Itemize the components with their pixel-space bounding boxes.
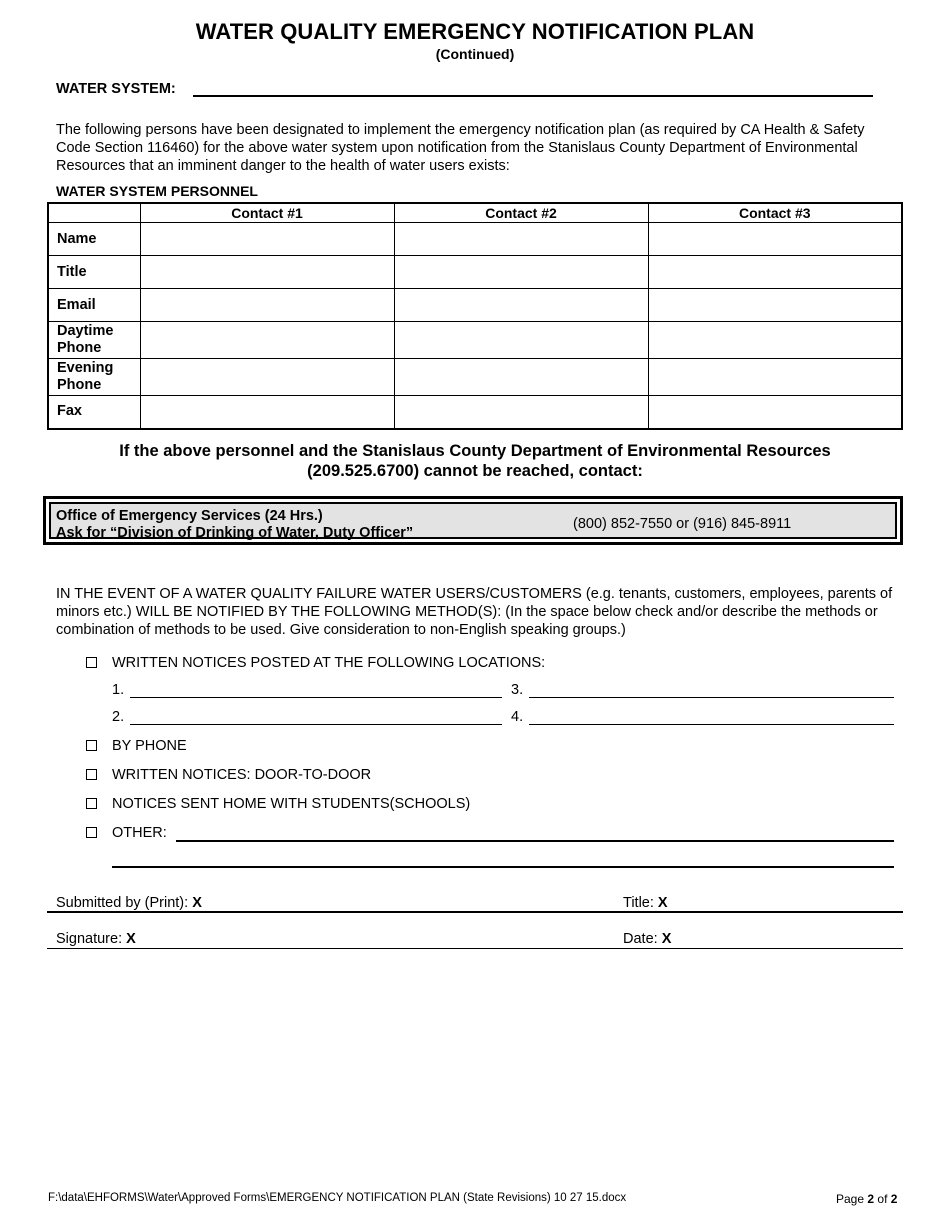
name-cell-contact-1[interactable]: [140, 223, 394, 256]
written-posted-checkbox[interactable]: [86, 657, 97, 668]
evening-phone-cell-contact-1[interactable]: [140, 359, 394, 396]
footer-page-number: Page 2 of 2: [836, 1192, 898, 1206]
row-header: Evening Phone: [48, 359, 140, 396]
submitted-by-mark: X: [192, 895, 202, 911]
location-number: 4.: [511, 709, 524, 725]
table-row: [48, 322, 902, 359]
other-label: OTHER:: [112, 825, 167, 841]
column-header: Contact #3: [648, 203, 902, 223]
location-4-field[interactable]: [529, 724, 894, 725]
row-header: Email: [48, 289, 140, 322]
oes-contact-box: [43, 496, 903, 545]
name-cell-contact-2[interactable]: [394, 223, 648, 256]
signature-line[interactable]: [47, 948, 903, 949]
door-to-door-checkbox[interactable]: [86, 769, 97, 780]
date-mark: X: [661, 931, 672, 947]
personnel-table: [47, 202, 903, 430]
table-row: [48, 396, 902, 429]
evening-phone-cell-contact-3[interactable]: [648, 359, 902, 396]
column-header: Contact #2: [394, 203, 648, 223]
submitted-by-label: Submitted by (Print): X: [56, 895, 202, 911]
other-field-line-1[interactable]: [176, 840, 894, 842]
notification-method-instructions: IN THE EVENT OF A WATER QUALITY FAILURE WATER USERS/CUSTOMERS (e.g. tenants, customers, employees, parents of minors etc.) WILL BE NOTIFIED BY THE FOLLOWING METHOD(S): (In the space below check and/or describe the methods or combination of methods to be used. Give consideration to non-English speaking groups.): [56, 586, 893, 638]
title-cell-contact-2[interactable]: [394, 256, 648, 289]
location-number: 2.: [112, 709, 125, 725]
by-phone-label: BY PHONE: [112, 738, 187, 754]
email-cell-contact-3[interactable]: [648, 289, 902, 322]
oes-phone: (800) 852-7550 or (916) 845-8911: [573, 516, 792, 532]
fax-cell-contact-2[interactable]: [394, 396, 648, 429]
location-1-field[interactable]: [130, 697, 502, 698]
daytime-phone-cell-contact-1[interactable]: [140, 322, 394, 359]
by-phone-checkbox[interactable]: [86, 740, 97, 751]
other-checkbox[interactable]: [86, 827, 97, 838]
water-system-field[interactable]: [193, 95, 873, 97]
door-to-door-label: WRITTEN NOTICES: DOOR-TO-DOOR: [112, 767, 372, 783]
table-row: [48, 289, 902, 322]
signature-label: Signature: X: [56, 931, 136, 947]
fax-cell-contact-1[interactable]: [140, 396, 394, 429]
evening-phone-cell-contact-2[interactable]: [394, 359, 648, 396]
email-cell-contact-2[interactable]: [394, 289, 648, 322]
form-title: WATER QUALITY EMERGENCY NOTIFICATION PLAN: [195, 19, 755, 44]
title-cell-contact-1[interactable]: [140, 256, 394, 289]
title-cell-contact-3[interactable]: [648, 256, 902, 289]
footer-file-path: F:\data\EHFORMS\Water\Approved Forms\EMERGENCY NOTIFICATION PLAN (State Revisions) 10 27 15.docx: [48, 1192, 627, 1204]
intro-paragraph: The following persons have been designated to implement the emergency notification plan (as required by CA Health & Safety Code Section 116460) for the above water system upon notification from the Stanislaus County Department of Environmental Resources that an imminent danger to the health of water users exists:: [56, 122, 865, 174]
row-header: Daytime Phone: [48, 322, 140, 359]
table-row: [48, 256, 902, 289]
row-header: Name: [48, 223, 140, 256]
location-2-field[interactable]: [130, 724, 502, 725]
daytime-phone-cell-contact-2[interactable]: [394, 322, 648, 359]
row-header: Fax: [48, 396, 140, 429]
location-number: 3.: [511, 682, 524, 698]
fallback-contact-notice: If the above personnel and the Stanislaus County Department of Environmental Resources (209.525.6700) cannot be reached, contact:: [119, 442, 831, 480]
location-number: 1.: [112, 682, 125, 698]
students-checkbox[interactable]: [86, 798, 97, 809]
form-subtitle: (Continued): [435, 46, 515, 62]
date-label: Date: X: [623, 931, 672, 947]
table-corner-cell: [48, 203, 140, 223]
name-cell-contact-3[interactable]: [648, 223, 902, 256]
daytime-phone-cell-contact-3[interactable]: [648, 322, 902, 359]
title-label: Title: X: [623, 895, 668, 911]
oes-name: Office of Emergency Services (24 Hrs.) Ask for “Division of Drinking of Water, Duty Officer”: [56, 508, 414, 541]
other-field-line-2[interactable]: [112, 866, 894, 868]
row-header: Title: [48, 256, 140, 289]
title-mark: X: [657, 895, 668, 911]
fax-cell-contact-3[interactable]: [648, 396, 902, 429]
water-system-label: WATER SYSTEM:: [56, 81, 176, 97]
email-cell-contact-1[interactable]: [140, 289, 394, 322]
location-3-field[interactable]: [529, 697, 894, 698]
oes-contact-inner: [49, 502, 897, 539]
table-row: [48, 359, 902, 396]
written-posted-label: WRITTEN NOTICES POSTED AT THE FOLLOWING LOCATIONS:: [112, 655, 546, 671]
students-label: NOTICES SENT HOME WITH STUDENTS(SCHOOLS): [112, 796, 471, 812]
personnel-heading: WATER SYSTEM PERSONNEL: [56, 183, 258, 199]
table-header-row: [48, 203, 902, 223]
column-header: Contact #1: [140, 203, 394, 223]
submitted-by-line[interactable]: [47, 911, 903, 913]
signature-mark: X: [126, 931, 136, 947]
table-row: [48, 223, 902, 256]
